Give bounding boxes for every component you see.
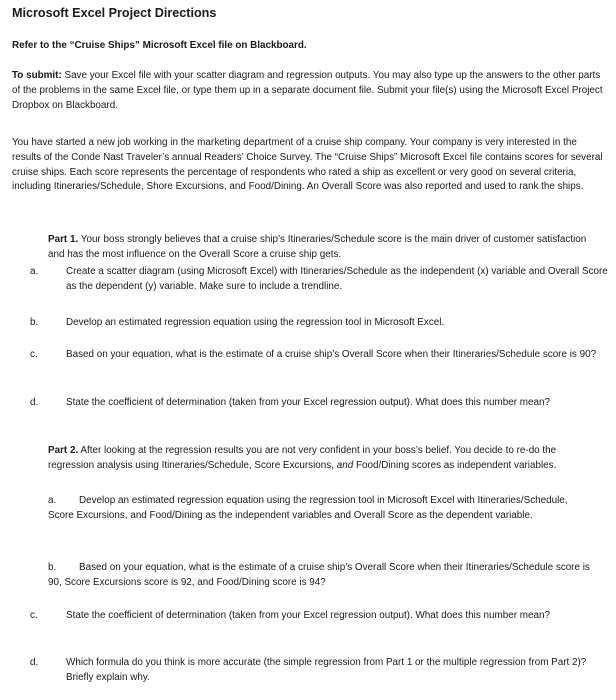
item-text: Based on your equation, what is the estimate of a cruise ship’s Overall Score when their Itineraries/Schedule score is 90, Score Excursions score is 92, and Food/Dining score is 94? <box>48 562 590 588</box>
item-text: Which formula do you think is more accurate (the simple regression from Part 1 or the multiple regression from Part 2)? Briefly explain why. <box>66 657 587 683</box>
item-text: Create a scatter diagram (using Microsoft Excel) with Itineraries/Schedule as the independent (x) variable and Overall Score as the dependent (y) variable. Make sure to include a trendline. <box>66 266 608 292</box>
item-text: Based on your equation, what is the estimate of a cruise ship’s Overall Score when their Itineraries/Schedule score is 90? <box>66 349 597 360</box>
submit-label: To submit: <box>12 70 62 81</box>
part2-text-end: Food/Dining scores as independent variables. <box>353 459 557 471</box>
part1-label: Part 1. <box>48 234 79 245</box>
item-marker: d. <box>30 397 39 408</box>
item-marker: c. <box>30 349 38 360</box>
part2-and: and <box>336 459 354 471</box>
intro-paragraph: You have started a new job working in the marketing department of a cruise ship company. Your company is very interested in the results of the Conde Nast Traveler’s annual Readers’ Choice Survey. The “Cruise Ships” Microsoft Excel file contains scores for several cruise ships. Each score represents the percentage of respondents who rated a ship as excellent or very good on several criteria, including Itineraries/Schedule, Shore Excursions, and Food/Dining. An Overall Score was also reported and used to rank the ships. <box>12 137 603 193</box>
submit-instructions <box>12 69 604 113</box>
part1-intro <box>48 233 596 263</box>
document-title: Microsoft Excel Project Directions <box>12 6 217 20</box>
part1-item-b <box>30 316 614 331</box>
submit-text: Save your Excel file with your scatter diagram and regression outputs. You may also type up the answers to the other parts of the problems in the same Excel file, or type them up in a separate document file. Submit your file(s) using the Microsoft Excel Project Dropbox on Blackboard. <box>12 70 603 111</box>
part2-item-a <box>48 494 596 524</box>
item-marker: a. <box>48 495 57 506</box>
part2-item-c <box>30 609 614 624</box>
part2-label: Part 2. <box>48 445 79 456</box>
part1-text: Your boss strongly believes that a cruise ship’s Itineraries/Schedule score is the main driver of customer satisfaction and has the most influence on the Overall Score a cruise ship gets. <box>48 234 587 260</box>
part2-item-b <box>48 561 596 591</box>
part2-item-d <box>30 656 614 686</box>
item-text: Develop an estimated regression equation using the regression tool in Microsoft Excel with Itineraries/Schedule, Score Excursions, and Food/Dining as the independent variables and Overall Score as the dependent variable. <box>48 495 568 521</box>
part2-intro <box>48 444 596 474</box>
part1-item-c <box>30 348 614 363</box>
item-marker: d. <box>30 657 39 668</box>
item-text: State the coefficient of determination (taken from your Excel regression output). What does this number mean? <box>66 610 550 621</box>
part1-item-d <box>30 396 614 411</box>
refer-instruction: Refer to the “Cruise Ships” Microsoft Excel file on Blackboard. <box>12 40 307 51</box>
item-marker: a. <box>30 266 39 277</box>
part1-item-a <box>30 265 614 295</box>
item-marker: b. <box>48 562 57 573</box>
part2-text: After looking at the regression results you are not very confident in your boss’s belief. You decide to re-do the regression analysis using Itineraries/Schedule, Score Excursions, <box>48 445 557 471</box>
item-text: Develop an estimated regression equation using the regression tool in Microsoft Excel. <box>66 317 445 328</box>
item-marker: c. <box>30 610 38 621</box>
item-marker: b. <box>30 317 39 328</box>
item-text: State the coefficient of determination (taken from your Excel regression output). What does this number mean? <box>66 397 550 408</box>
